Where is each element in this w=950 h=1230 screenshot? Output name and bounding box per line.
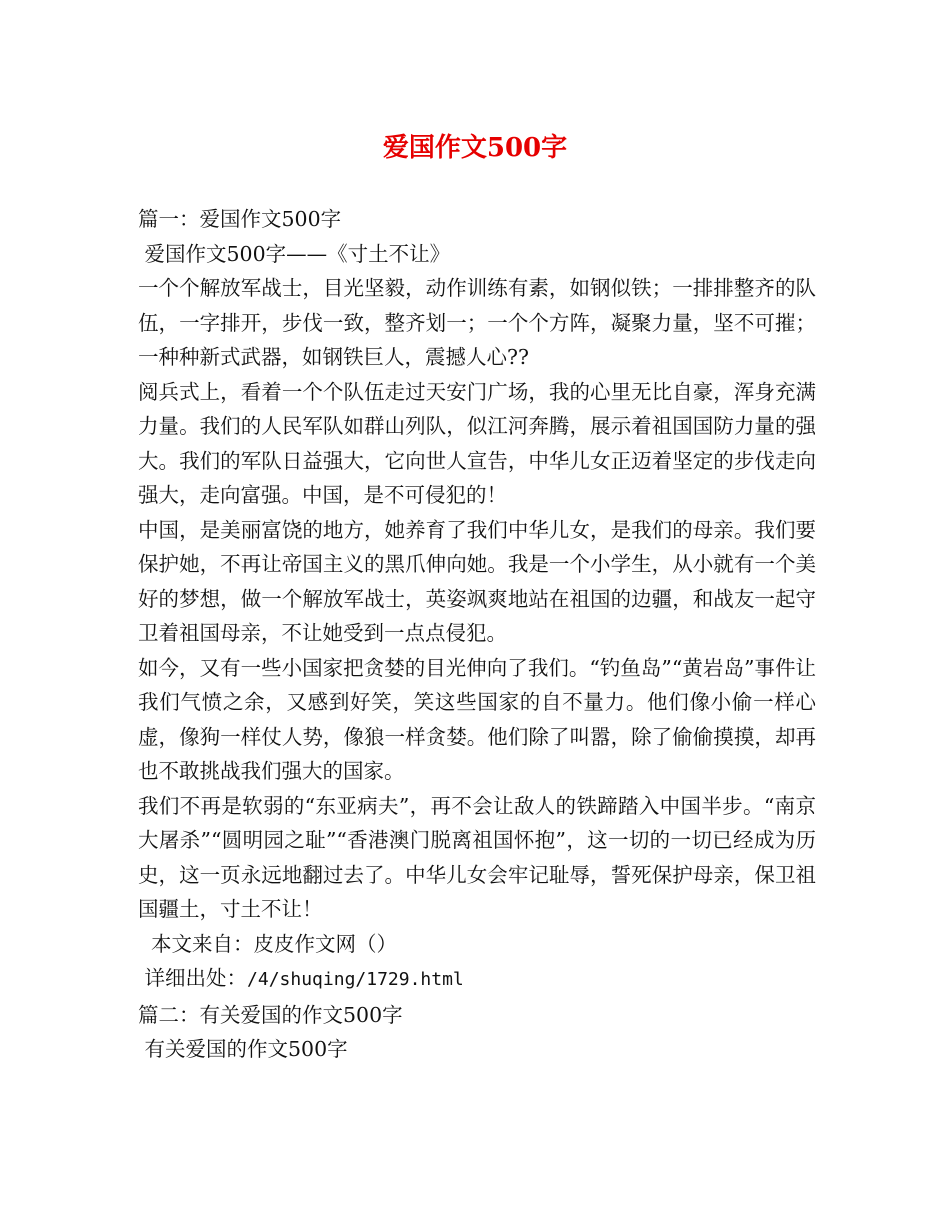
part-one-heading: 篇一：爱国作文500字: [138, 207, 342, 231]
document-body: [138, 202, 816, 1067]
paragraph-1: 一个个解放军战士，目光坚毅，动作训练有素，如钢似铁；一排排整齐的队伍，一字排开，步伐一致，整齐划一；一个个方阵，凝聚力量，坚不可摧；一种种新式武器，如钢铁巨人，震撼人心??: [138, 276, 816, 369]
detail-source: [138, 961, 816, 998]
source-label: 本文来自：皮皮作文网（）: [138, 931, 398, 956]
detail-prefix: 详细出处：: [138, 966, 248, 990]
part-one-subtitle: 爱国作文500字——《寸土不让》: [138, 241, 451, 266]
detail-path: /4/shuqing/1729.html: [247, 969, 464, 990]
paragraph-3: 中国，是美丽富饶的地方，她养育了我们中华儿女，是我们的母亲。我们要保护她，不再让帝国主义的黑爪伸向她。我是一个小学生，从小就有一个美好的梦想，做一个解放军战士，英姿飒爽地站在祖国的边疆，和战友一起守卫着祖国母亲，不让她受到一点点侵犯。: [138, 517, 816, 645]
paragraph-5: 我们不再是软弱的“东亚病夫”，再不会让敌人的铁蹄踏入中国半步。“南京大屠杀”“圆明园之耻”“香港澳门脱离祖国怀抱”，这一切的一切已经成为历史，这一页永远地翻过去了。中华儿女会牢记耻辱，誓死保护母亲，保卫祖国疆土，寸土不让！: [138, 793, 816, 921]
paragraph-2: 阅兵式上，看着一个个队伍走过天安门广场，我的心里无比自豪，浑身充满力量。我们的人民军队如群山列队，似江河奔腾，展示着祖国国防力量的强大。我们的军队日益强大，它向世人宣告，中华儿女正迈着坚定的步伐走向强大，走向富强。中国，是不可侵犯的！: [138, 379, 816, 507]
part-two-title: 有关爱国的作文500字: [138, 1037, 348, 1061]
paragraph-4: 如今，又有一些小国家把贪婪的目光伸向了我们。“钓鱼岛”“黄岩岛”事件让我们气愤之余，又感到好笑，笑这些国家的自不量力。他们像小偷一样心虚，像狗一样仗人势，像狼一样贪婪。他们除了叫嚣，除了偷偷摸摸，却再也不敢挑战我们强大的国家。: [138, 655, 816, 783]
part-two-heading: 篇二：有关爱国的作文500字: [138, 1002, 403, 1027]
document-title: 爱国作文500字: [382, 133, 568, 163]
